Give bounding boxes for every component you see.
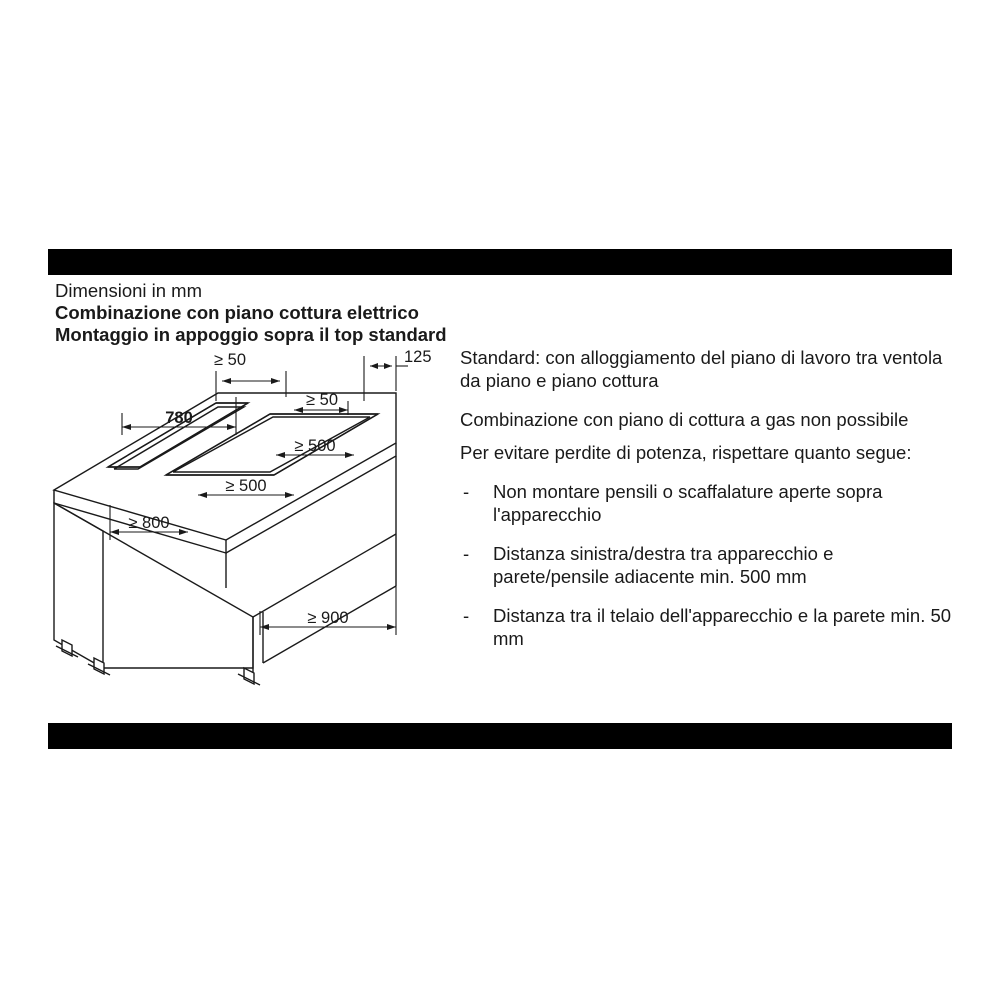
- bullet-dash-icon: -: [463, 543, 470, 564]
- dim-label-780: 780: [165, 409, 193, 427]
- title-line-2: Montaggio in appoggio sopra il top standard: [55, 324, 447, 345]
- dim-label-500-b: ≥ 500: [225, 477, 267, 495]
- note-paragraph-1: Standard: con alloggiamento del piano di lavoro tra ventola da piano e piano cottura: [460, 347, 943, 391]
- title-line-1: Combinazione con piano cottura elettrico: [55, 302, 419, 323]
- units-note: Dimensioni in mm: [55, 280, 203, 301]
- note-bullet-2-text: Distanza sinistra/destra tra apparecchio e parete/pensile adiacente min. 500 mm: [493, 543, 834, 587]
- note-bullet-1: [460, 481, 952, 526]
- dim-label-500-a: ≥ 500: [294, 437, 336, 455]
- note-paragraph-3: Per evitare perdite di potenza, rispettare quanto segue:: [460, 441, 912, 463]
- bullet-dash-icon: -: [463, 605, 470, 626]
- top-black-bar: [48, 249, 952, 275]
- dim-label-125: 125: [404, 348, 432, 366]
- dim-label-50-a: ≥ 50: [214, 351, 246, 369]
- note-bullet-3: [460, 605, 952, 650]
- content-area: [48, 275, 952, 723]
- bullet-dash-icon: -: [463, 481, 470, 502]
- dim-label-50-b: ≥ 50: [306, 391, 338, 409]
- note-bullet-2: [460, 543, 952, 588]
- dim-label-800: ≥ 800: [128, 514, 170, 532]
- diagram-svg: [48, 335, 460, 707]
- bottom-black-bar: [48, 723, 952, 749]
- installation-diagram: [48, 335, 460, 705]
- notes-column: [460, 347, 952, 667]
- dim-label-900: ≥ 900: [307, 609, 349, 627]
- note-bullet-1-text: Non montare pensili o scaffalature aperte sopra l'apparecchio: [493, 481, 883, 525]
- note-paragraph-2: Combinazione con piano di cottura a gas non possibile: [460, 409, 909, 430]
- note-bullet-3-text: Distanza tra il telaio dell'apparecchio e la parete min. 50 mm: [493, 605, 952, 649]
